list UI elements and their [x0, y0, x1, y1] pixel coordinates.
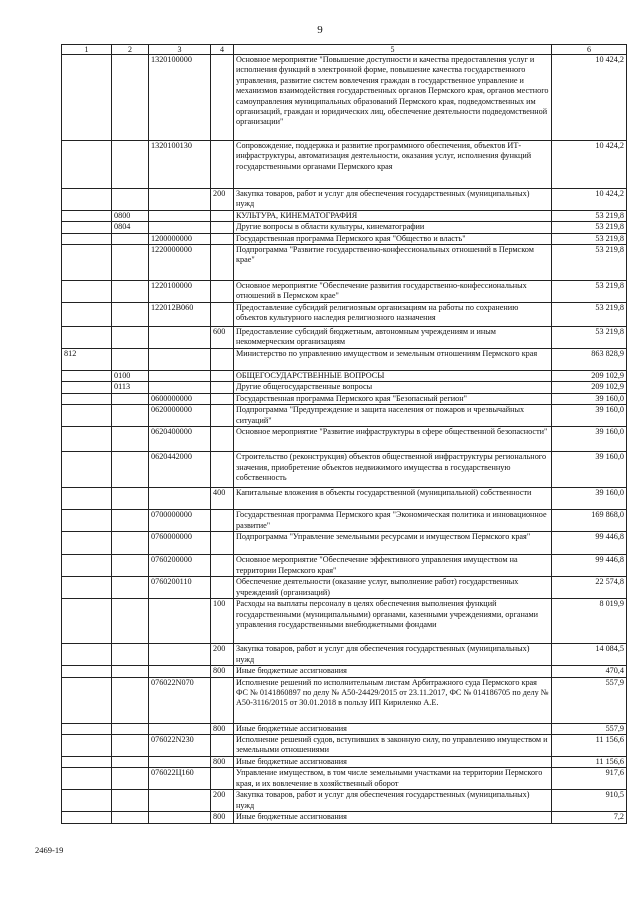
cell-description: Подпрограмма "Развитие государственно-конфессиональных отношений в Пермском крае" — [234, 245, 552, 281]
cell-col-2 — [112, 55, 149, 141]
budget-table — [61, 44, 627, 824]
cell-col-4: 100 — [211, 599, 234, 644]
cell-col-3: 0620442000 — [149, 452, 211, 488]
cell-col-2: 0804 — [112, 222, 149, 233]
cell-description: Расходы на выплаты персоналу в целях обеспечения выполнения функций государственными (муниципальными) органами, казенными учреждениями, органами управления государственными внебюджетными фондами — [234, 599, 552, 644]
table-row — [62, 757, 627, 768]
cell-col-1 — [62, 233, 112, 244]
cell-col-1 — [62, 555, 112, 577]
cell-amount: 53 219,8 — [552, 222, 627, 233]
cell-col-1 — [62, 599, 112, 644]
cell-description: Государственная программа Пермского края "Общество и власть" — [234, 233, 552, 244]
header-col-2: 2 — [112, 45, 149, 55]
cell-col-3 — [149, 599, 211, 644]
table-row — [62, 427, 627, 452]
cell-col-1: 812 — [62, 349, 112, 371]
table-row — [62, 510, 627, 532]
cell-col-4 — [211, 768, 234, 790]
cell-amount: 22 574,8 — [552, 577, 627, 599]
table-row — [62, 245, 627, 281]
cell-col-4 — [211, 222, 234, 233]
cell-col-4 — [211, 577, 234, 599]
cell-description: КУЛЬТУРА, КИНЕМАТОГРАФИЯ — [234, 210, 552, 221]
table-row — [62, 189, 627, 211]
cell-col-1 — [62, 677, 112, 723]
cell-col-1 — [62, 723, 112, 734]
cell-col-1 — [62, 510, 112, 532]
cell-col-3: 1220100000 — [149, 281, 211, 303]
cell-col-4 — [211, 281, 234, 303]
cell-col-1 — [62, 452, 112, 488]
cell-col-4 — [211, 349, 234, 371]
cell-col-4 — [211, 405, 234, 427]
cell-description: Основное мероприятие "Обеспечение эффективного управления имуществом на территории Пермского края" — [234, 555, 552, 577]
cell-col-2 — [112, 790, 149, 812]
cell-col-1 — [62, 382, 112, 393]
cell-col-3 — [149, 210, 211, 221]
cell-amount: 39 160,0 — [552, 488, 627, 510]
cell-col-3 — [149, 382, 211, 393]
cell-col-4 — [211, 555, 234, 577]
cell-amount: 910,5 — [552, 790, 627, 812]
cell-col-3: 0760000000 — [149, 532, 211, 555]
cell-col-4: 800 — [211, 812, 234, 823]
cell-amount: 863 828,9 — [552, 349, 627, 371]
table-row — [62, 768, 627, 790]
cell-description: Закупка товаров, работ и услуг для обеспечения государственных (муниципальных) нужд — [234, 189, 552, 211]
cell-amount: 53 219,8 — [552, 303, 627, 327]
cell-description: Иные бюджетные ассигнования — [234, 757, 552, 768]
header-row — [62, 45, 627, 55]
cell-amount: 39 160,0 — [552, 393, 627, 404]
cell-col-4 — [211, 532, 234, 555]
cell-amount: 169 868,0 — [552, 510, 627, 532]
cell-col-2 — [112, 677, 149, 723]
table-row — [62, 735, 627, 757]
cell-col-2 — [112, 488, 149, 510]
cell-amount: 14 084,5 — [552, 644, 627, 666]
cell-description: Управление имуществом, в том числе земельными участками на территории Пермского края, и их вовлечение в хозяйственный оборот — [234, 768, 552, 790]
cell-col-2 — [112, 812, 149, 823]
cell-amount: 53 219,8 — [552, 281, 627, 303]
table-row — [62, 371, 627, 382]
cell-col-4: 800 — [211, 757, 234, 768]
table-row — [62, 666, 627, 677]
cell-amount: 557,9 — [552, 677, 627, 723]
cell-description: Основное мероприятие "Развитие инфраструктуры в сфере общественной безопасности" — [234, 427, 552, 452]
cell-col-4 — [211, 677, 234, 723]
cell-col-2 — [112, 233, 149, 244]
cell-col-3 — [149, 757, 211, 768]
cell-col-3: 0760200000 — [149, 555, 211, 577]
cell-col-3: 076022N070 — [149, 677, 211, 723]
table-row — [62, 382, 627, 393]
page-number: 9 — [317, 24, 323, 36]
cell-col-2 — [112, 555, 149, 577]
cell-amount: 10 424,2 — [552, 189, 627, 211]
cell-amount: 39 160,0 — [552, 427, 627, 452]
cell-col-2 — [112, 327, 149, 349]
cell-col-3: 0700000000 — [149, 510, 211, 532]
table-row — [62, 532, 627, 555]
cell-col-1 — [62, 303, 112, 327]
cell-col-3: 1320100000 — [149, 55, 211, 141]
cell-amount: 99 446,8 — [552, 532, 627, 555]
cell-col-3: 076022N230 — [149, 735, 211, 757]
cell-col-1 — [62, 488, 112, 510]
cell-col-3 — [149, 644, 211, 666]
cell-col-4 — [211, 210, 234, 221]
cell-col-3: 0620400000 — [149, 427, 211, 452]
cell-col-2 — [112, 666, 149, 677]
cell-col-3 — [149, 222, 211, 233]
cell-col-1 — [62, 532, 112, 555]
cell-col-3 — [149, 812, 211, 823]
cell-amount: 53 219,8 — [552, 210, 627, 221]
cell-col-3: 0600000000 — [149, 393, 211, 404]
cell-col-1 — [62, 222, 112, 233]
cell-col-1 — [62, 757, 112, 768]
cell-col-1 — [62, 790, 112, 812]
table-row — [62, 55, 627, 141]
table-row — [62, 812, 627, 823]
table-row — [62, 141, 627, 189]
header-col-3: 3 — [149, 45, 211, 55]
cell-col-2 — [112, 599, 149, 644]
table-row — [62, 303, 627, 327]
cell-col-1 — [62, 141, 112, 189]
cell-description: Иные бюджетные ассигнования — [234, 812, 552, 823]
table-row — [62, 327, 627, 349]
cell-col-4: 200 — [211, 790, 234, 812]
cell-description: Государственная программа Пермского края "Экономическая политика и инновационное развитие" — [234, 510, 552, 532]
cell-amount: 39 160,0 — [552, 405, 627, 427]
cell-col-2 — [112, 757, 149, 768]
table-row — [62, 281, 627, 303]
cell-col-3: 122012В060 — [149, 303, 211, 327]
table-row — [62, 599, 627, 644]
cell-description: Закупка товаров, работ и услуг для обеспечения государственных (муниципальных) нужд — [234, 790, 552, 812]
cell-col-4 — [211, 382, 234, 393]
table-row — [62, 790, 627, 812]
cell-col-3 — [149, 327, 211, 349]
cell-col-1 — [62, 210, 112, 221]
table-row — [62, 644, 627, 666]
table-row — [62, 210, 627, 221]
cell-col-3 — [149, 666, 211, 677]
cell-col-4: 200 — [211, 189, 234, 211]
cell-amount: 209 102,9 — [552, 382, 627, 393]
cell-amount: 470,4 — [552, 666, 627, 677]
cell-col-1 — [62, 189, 112, 211]
cell-col-2 — [112, 245, 149, 281]
cell-col-2: 0113 — [112, 382, 149, 393]
cell-amount: 39 160,0 — [552, 452, 627, 488]
cell-col-2 — [112, 577, 149, 599]
cell-col-2: 0800 — [112, 210, 149, 221]
cell-description: Обеспечение деятельности (оказание услуг, выполнение работ) государственных учреждений (организаций) — [234, 577, 552, 599]
cell-col-4: 800 — [211, 666, 234, 677]
document-code: 2469-19 — [35, 845, 64, 855]
cell-col-2 — [112, 189, 149, 211]
cell-col-2 — [112, 644, 149, 666]
cell-col-3: 1320100130 — [149, 141, 211, 189]
cell-col-3 — [149, 371, 211, 382]
cell-col-1 — [62, 812, 112, 823]
cell-col-4: 400 — [211, 488, 234, 510]
cell-col-2 — [112, 427, 149, 452]
table-row — [62, 405, 627, 427]
cell-amount: 11 156,6 — [552, 757, 627, 768]
cell-amount: 8 019,9 — [552, 599, 627, 644]
table-row — [62, 222, 627, 233]
cell-col-4 — [211, 427, 234, 452]
cell-description: Иные бюджетные ассигнования — [234, 723, 552, 734]
cell-col-4: 600 — [211, 327, 234, 349]
table-row — [62, 393, 627, 404]
table-row — [62, 723, 627, 734]
cell-description: Строительство (реконструкция) объектов общественной инфраструктуры регионального значения, приобретение объектов недвижимого имущества в государственную собственность — [234, 452, 552, 488]
cell-description: ОБЩЕГОСУДАРСТВЕННЫЕ ВОПРОСЫ — [234, 371, 552, 382]
cell-col-3: 076022Ц160 — [149, 768, 211, 790]
cell-col-2 — [112, 532, 149, 555]
header-col-6: 6 — [552, 45, 627, 55]
cell-col-3: 1220000000 — [149, 245, 211, 281]
table-row — [62, 233, 627, 244]
cell-col-4 — [211, 245, 234, 281]
cell-col-4 — [211, 303, 234, 327]
table-row — [62, 677, 627, 723]
cell-description: Сопровождение, поддержка и развитие программного обеспечения, объектов ИТ-инфраструктуры, автоматизация деятельности, оказания услуг, исполнения функций государственными органами Пермского края — [234, 141, 552, 189]
cell-amount: 53 219,8 — [552, 233, 627, 244]
cell-col-1 — [62, 281, 112, 303]
cell-col-1 — [62, 405, 112, 427]
table-row — [62, 452, 627, 488]
cell-col-1 — [62, 245, 112, 281]
table-row — [62, 349, 627, 371]
cell-amount: 11 156,6 — [552, 735, 627, 757]
cell-description: Закупка товаров, работ и услуг для обеспечения государственных (муниципальных) нужд — [234, 644, 552, 666]
cell-amount: 53 219,8 — [552, 245, 627, 281]
cell-description: Основное мероприятие "Обеспечение развития государственно-конфессиональных отношений в Пермском крае" — [234, 281, 552, 303]
table-row — [62, 488, 627, 510]
cell-col-4: 800 — [211, 723, 234, 734]
cell-col-1 — [62, 666, 112, 677]
cell-description: Предоставление субсидий бюджетным, автономным учреждениям и иным некоммерческим организациям — [234, 327, 552, 349]
cell-col-1 — [62, 55, 112, 141]
cell-col-2 — [112, 510, 149, 532]
cell-col-3 — [149, 349, 211, 371]
cell-col-4 — [211, 233, 234, 244]
cell-col-4: 200 — [211, 644, 234, 666]
cell-amount: 53 219,8 — [552, 327, 627, 349]
cell-col-2: 0100 — [112, 371, 149, 382]
cell-col-2 — [112, 303, 149, 327]
cell-col-2 — [112, 281, 149, 303]
cell-col-3: 0760200110 — [149, 577, 211, 599]
cell-description: Иные бюджетные ассигнования — [234, 666, 552, 677]
cell-col-4 — [211, 452, 234, 488]
cell-description: Основное мероприятие "Повышение доступности и качества предоставления услуг и исполнения функций в электронной форме, повышение качества государственного управления, развитие систем вовлечения граждан в государственное управление и механизмов взаимодействия государственных органов Пермского края, органов местного самоуправления муниципальных образований Пермского края, подведомственных им организаций, граждан и юридических лиц, обеспечение деятельности подведомственной организации" — [234, 55, 552, 141]
header-col-4: 4 — [211, 45, 234, 55]
table-row — [62, 555, 627, 577]
cell-amount: 209 102,9 — [552, 371, 627, 382]
cell-col-1 — [62, 427, 112, 452]
cell-description: Другие вопросы в области культуры, кинематографии — [234, 222, 552, 233]
cell-amount: 557,9 — [552, 723, 627, 734]
cell-col-4 — [211, 371, 234, 382]
header-col-1: 1 — [62, 45, 112, 55]
cell-col-3: 1200000000 — [149, 233, 211, 244]
cell-amount: 917,6 — [552, 768, 627, 790]
cell-col-1 — [62, 393, 112, 404]
cell-col-3 — [149, 790, 211, 812]
table-row — [62, 577, 627, 599]
cell-col-4 — [211, 141, 234, 189]
cell-col-4 — [211, 393, 234, 404]
cell-col-3 — [149, 189, 211, 211]
cell-description: Другие общегосударственные вопросы — [234, 382, 552, 393]
cell-col-2 — [112, 768, 149, 790]
cell-col-2 — [112, 735, 149, 757]
cell-description: Предоставление субсидий религиозным организациям на работы по сохранению объектов культурного наследия религиозного назначения — [234, 303, 552, 327]
cell-col-2 — [112, 141, 149, 189]
cell-description: Исполнение решений по исполнительным листам Арбитражного суда Пермского края ФС № 0141860897 по делу № А50-24429/2015 от 23.11.2017, ФС № 014186705 по делу № А50-3116/2015 от 30.01.2018 в пользу ИП Кириленко А.Е. — [234, 677, 552, 723]
cell-col-3 — [149, 488, 211, 510]
cell-col-1 — [62, 644, 112, 666]
cell-col-1 — [62, 577, 112, 599]
cell-col-1 — [62, 371, 112, 382]
cell-col-2 — [112, 723, 149, 734]
cell-col-4 — [211, 510, 234, 532]
cell-col-3 — [149, 723, 211, 734]
cell-col-2 — [112, 405, 149, 427]
cell-description: Исполнение решений судов, вступивших в законную силу, по управлению имуществом и земельными отношениями — [234, 735, 552, 757]
cell-col-1 — [62, 735, 112, 757]
cell-col-3: 0620000000 — [149, 405, 211, 427]
cell-description: Государственная программа Пермского края "Безопасный регион" — [234, 393, 552, 404]
cell-description: Подпрограмма "Управление земельными ресурсами и имуществом Пермского края" — [234, 532, 552, 555]
cell-col-4 — [211, 735, 234, 757]
cell-amount: 7,2 — [552, 812, 627, 823]
cell-col-1 — [62, 327, 112, 349]
cell-amount: 10 424,2 — [552, 55, 627, 141]
cell-description: Министерство по управлению имуществом и земельным отношениям Пермского края — [234, 349, 552, 371]
cell-amount: 10 424,2 — [552, 141, 627, 189]
cell-col-4 — [211, 55, 234, 141]
cell-col-2 — [112, 393, 149, 404]
cell-description: Капитальные вложения в объекты государственной (муниципальной) собственности — [234, 488, 552, 510]
cell-col-1 — [62, 768, 112, 790]
cell-col-2 — [112, 349, 149, 371]
header-col-5: 5 — [234, 45, 552, 55]
cell-description: Подпрограмма "Предупреждение и защита населения от пожаров и чрезвычайных ситуаций" — [234, 405, 552, 427]
cell-col-2 — [112, 452, 149, 488]
cell-amount: 99 446,8 — [552, 555, 627, 577]
